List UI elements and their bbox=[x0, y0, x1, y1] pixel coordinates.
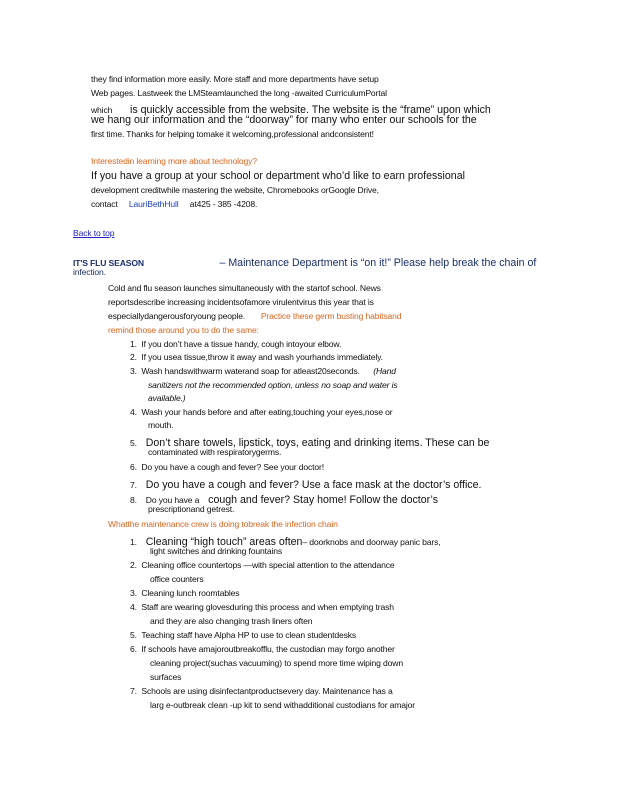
flu-intro-3-orange: Practice these germ busting habitsand bbox=[260, 311, 402, 321]
crew-1-cont bbox=[150, 547, 282, 556]
intro-line-1 bbox=[91, 75, 503, 84]
tech-question-text: Interestedin learning more about technology? bbox=[91, 156, 257, 166]
list-number: 2. bbox=[130, 352, 137, 362]
crew-4-cont bbox=[150, 617, 312, 626]
intro-line-3-large: is quickly accessible from the website. The website is the “frame” upon which bbox=[130, 104, 491, 116]
back-to-top-text[interactable]: Back to top bbox=[73, 228, 115, 238]
crew-text-cont: office counters bbox=[150, 574, 204, 584]
intro-line-2 bbox=[91, 89, 503, 98]
habit-text: Don’t share towels, lipstick, toys, eating and drinking items. These can be bbox=[145, 437, 490, 449]
list-number: 1. bbox=[130, 537, 137, 547]
habit-note-end: available.) bbox=[148, 393, 186, 403]
habit-text-large: cough and fever? Stay home! Follow the doctor’s bbox=[208, 494, 439, 506]
tech-contact-phone: at425 - 385 -4208. bbox=[189, 199, 258, 209]
flu-heading bbox=[73, 254, 536, 270]
list-number: 7. bbox=[130, 480, 137, 490]
tech-question bbox=[91, 157, 257, 166]
intro-line-1-text: they find information more easily. More staff and more departments have setup bbox=[91, 74, 379, 84]
crew-text-cont: cleaning project(suchas vacuuming) to spend more time wiping down bbox=[150, 658, 403, 668]
crew-text-cont: and they are also changing trash liners often bbox=[150, 616, 313, 626]
crew-heading bbox=[108, 520, 338, 529]
intro-line-5-text: first time. Thanks for helping tomake it welcoming,professional andconsistent! bbox=[91, 129, 374, 139]
crew-item-3 bbox=[130, 589, 239, 598]
habit-item-4 bbox=[130, 408, 392, 417]
list-number: 2. bbox=[130, 560, 137, 570]
habit-3-note-end bbox=[148, 394, 186, 403]
crew-6-cont bbox=[150, 659, 403, 668]
habit-3-note-cont bbox=[148, 381, 398, 390]
intro-line-4-text: we hang our information and the “doorway” for many who enter our schools for the bbox=[91, 114, 477, 126]
contact-name-link[interactable]: LauriBethHull bbox=[128, 199, 179, 209]
flu-intro-3-text: especiallydangerousforyoung people. bbox=[108, 311, 246, 321]
list-number: 3. bbox=[130, 588, 137, 598]
habit-text-cont: prescriptionand getrest. bbox=[148, 504, 235, 514]
habit-text-cont: contaminated with respiratorygerms. bbox=[148, 447, 282, 457]
tech-line-1 bbox=[91, 171, 465, 182]
flu-intro-2-text: reportsdescribe increasing incidentsofamore virulentvirus this year that is bbox=[108, 297, 374, 307]
flu-intro-1-text: Cold and flu season launches simultaneously with the startof school. News bbox=[108, 283, 381, 293]
crew-text-large: Cleaning “high touch” areas often bbox=[145, 536, 303, 548]
habit-text: If you usea tissue,throw it away and wash yourhands immediately. bbox=[141, 352, 383, 362]
habit-note-cont: sanitizers not the recommended option, unless no soap and water is bbox=[148, 380, 398, 390]
flu-intro-1 bbox=[108, 284, 381, 293]
list-number: 5. bbox=[130, 630, 137, 640]
habit-text: Do you have a cough and fever? See your doctor! bbox=[141, 462, 324, 472]
crew-7-cont bbox=[150, 701, 415, 710]
intro-line-3-small: which bbox=[91, 105, 113, 115]
habit-text: If you don’t have a tissue handy, cough intoyour elbow. bbox=[141, 339, 342, 349]
list-number: 4. bbox=[130, 602, 137, 612]
crew-heading-text: Whatthe maintenance crew is doing tobreak the infection chain bbox=[108, 519, 338, 529]
crew-text: Cleaning lunch roomtables bbox=[141, 588, 240, 598]
crew-text-cont: surfaces bbox=[150, 672, 182, 682]
habit-item-1 bbox=[130, 340, 341, 349]
crew-item-4 bbox=[130, 603, 394, 612]
crew-text: If schools have amajoroutbreakofflu, the custodian may forgo another bbox=[141, 644, 395, 654]
flu-intro-4-text: remind those around you to do the same: bbox=[108, 325, 259, 335]
tech-line-2-text: development creditwhile mastering the website, Chromebooks orGoogle Drive, bbox=[91, 185, 379, 195]
flu-subtitle-cont bbox=[73, 268, 106, 277]
crew-item-2 bbox=[130, 561, 395, 570]
tech-line-1-text: If you have a group at your school or department who’d like to earn professional bbox=[91, 170, 465, 182]
crew-6-cont-2 bbox=[150, 673, 181, 682]
habit-text: Wash handswithwarm waterand soap for atleast20seconds. bbox=[141, 366, 360, 376]
list-number: 3. bbox=[130, 366, 137, 376]
habit-text: Do you have a cough and fever? Use a face mask at the doctor’s office. bbox=[145, 479, 482, 491]
habit-8-cont bbox=[148, 505, 234, 514]
crew-text: Cleaning office countertops —with special attention to the attendance bbox=[141, 560, 395, 570]
crew-item-6 bbox=[130, 645, 395, 654]
back-to-top-link[interactable] bbox=[73, 229, 114, 238]
crew-item-5 bbox=[130, 631, 356, 640]
crew-text-cont: larg e-outbreak clean -up kit to send withadditional custodians for amajor bbox=[150, 700, 416, 710]
habit-text: Wash your hands before and after eating,touching your eyes,nose or bbox=[141, 407, 393, 417]
tech-line-3 bbox=[91, 200, 257, 209]
habit-4-cont bbox=[148, 421, 173, 430]
list-number: 5. bbox=[130, 438, 137, 448]
crew-text: Schools are using disinfectantproductsevery day. Maintenance has a bbox=[141, 686, 393, 696]
habit-5-cont bbox=[148, 448, 281, 457]
flu-title: IT'S FLU SEASON bbox=[73, 258, 144, 268]
flu-intro-4 bbox=[108, 326, 259, 335]
intro-line-2-text: Web pages. Lastweek the LMSteamlaunched the long -awaited CurriculumPortal bbox=[91, 88, 387, 98]
list-number: 7. bbox=[130, 686, 137, 696]
list-number: 4. bbox=[130, 407, 137, 417]
habit-item-2 bbox=[130, 353, 383, 362]
flu-intro-3 bbox=[108, 312, 401, 321]
flu-intro-2 bbox=[108, 298, 374, 307]
habit-item-7 bbox=[130, 476, 481, 492]
habit-item-6 bbox=[130, 463, 324, 472]
crew-item-7 bbox=[130, 687, 393, 696]
flu-subtitle-cont-text: infection. bbox=[73, 267, 106, 277]
crew-2-cont bbox=[150, 575, 203, 584]
list-number: 8. bbox=[130, 495, 137, 505]
tech-line-2 bbox=[91, 186, 379, 195]
list-number: 1. bbox=[130, 339, 137, 349]
list-number: 6. bbox=[130, 462, 137, 472]
habit-text-cont: mouth. bbox=[148, 420, 174, 430]
crew-text: Teaching staff have Alpha HP to use to clean studentdesks bbox=[141, 630, 357, 640]
habit-item-3 bbox=[130, 367, 396, 376]
intro-line-5 bbox=[91, 130, 374, 139]
habit-text-small: Do you have a bbox=[145, 495, 200, 505]
crew-text-small: – doorknobs and doorway panic bars, bbox=[302, 537, 441, 547]
crew-text-cont: light switches and drinking fountains bbox=[150, 546, 283, 556]
tech-contact-label: contact bbox=[91, 199, 118, 209]
intro-line-4 bbox=[91, 115, 477, 126]
list-number: 6. bbox=[130, 644, 137, 654]
crew-text: Staff are wearing glovesduring this process and when emptying trash bbox=[141, 602, 394, 612]
flu-subtitle: – Maintenance Department is “on it!” Please help break the chain of bbox=[219, 257, 537, 269]
habit-note: (Hand bbox=[373, 366, 396, 376]
